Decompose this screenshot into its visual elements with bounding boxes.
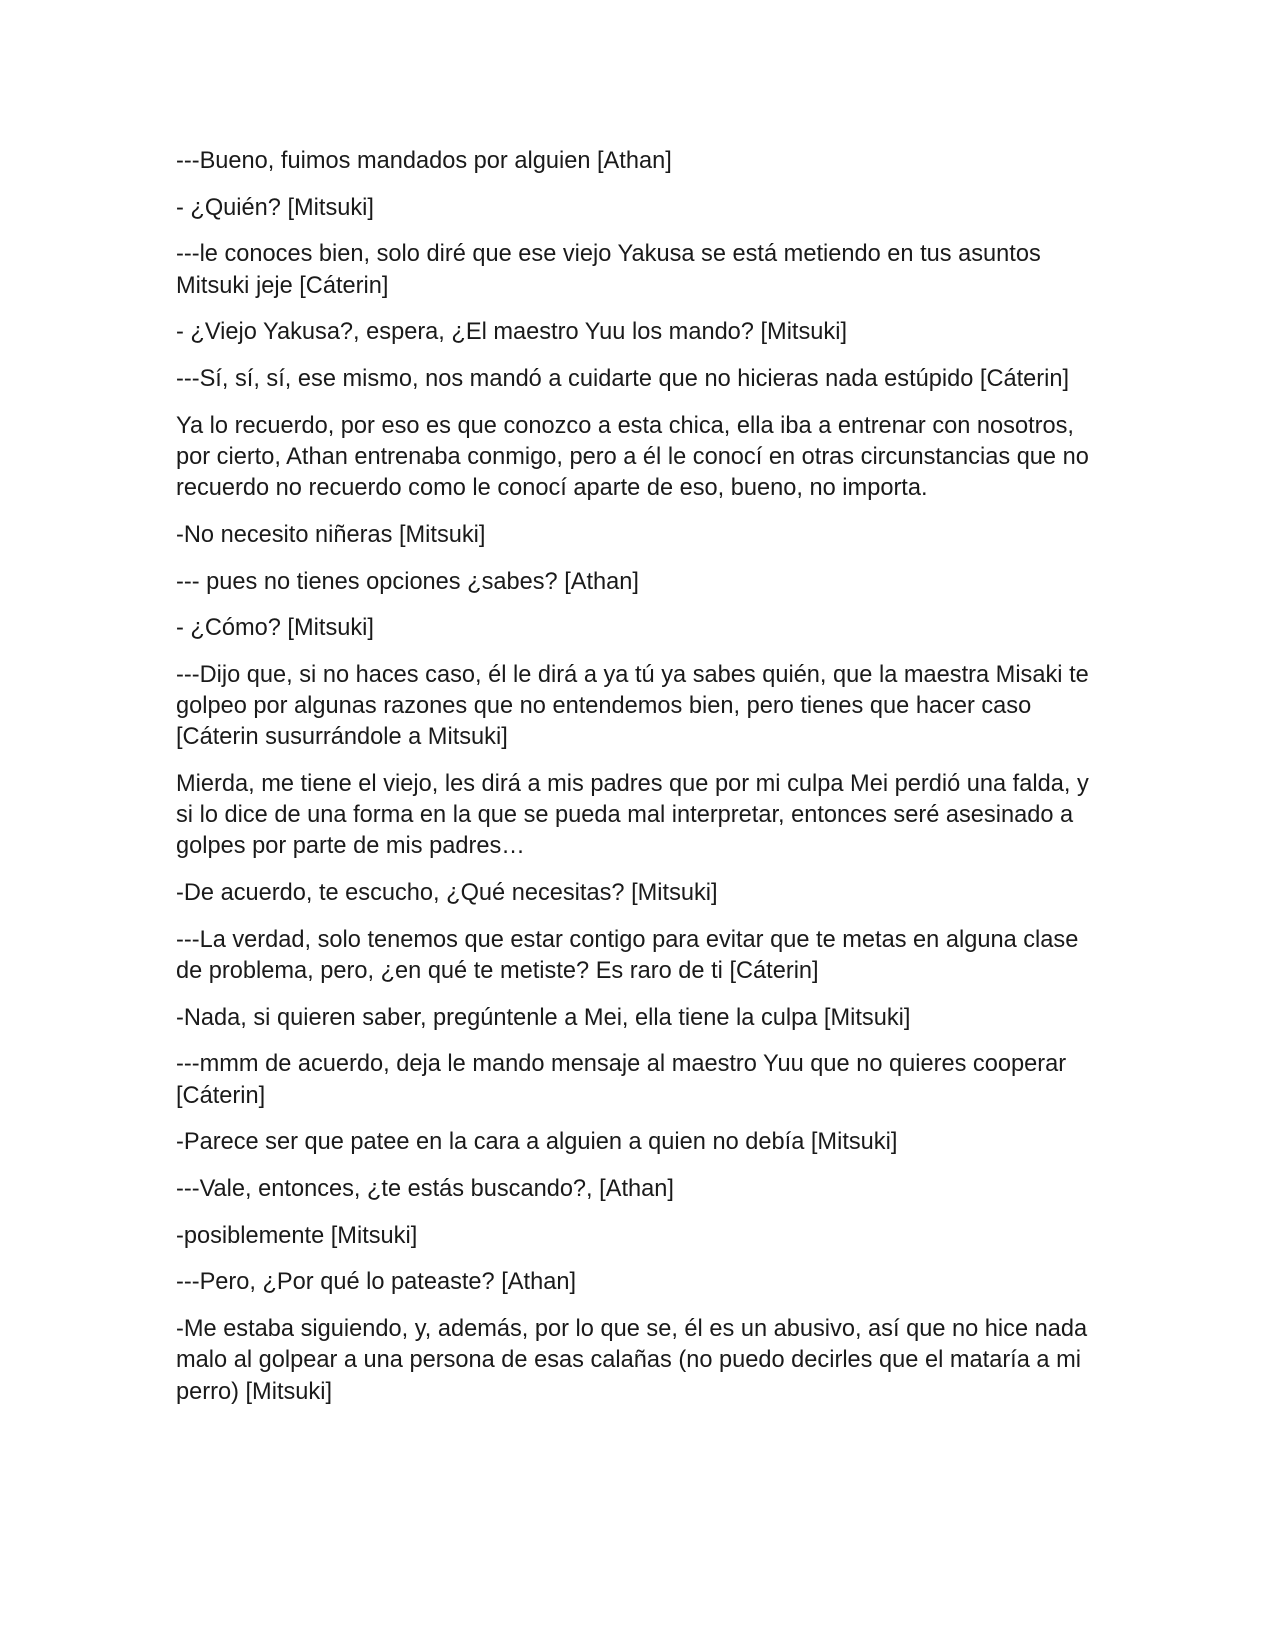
paragraph: - ¿Quién? [Mitsuki] xyxy=(176,194,374,221)
paragraph: -Parece ser que patee en la cara a alguien a quien no debía [Mitsuki] xyxy=(176,1129,898,1156)
paragraph: ---La verdad, solo tenemos que estar contigo para evitar que te metas en alguna clase de problema, pero, ¿en qué te metiste? Es raro de ti [Cáterin] xyxy=(176,926,1079,985)
document-page xyxy=(176,146,1101,1423)
paragraph: - ¿Cómo? [Mitsuki] xyxy=(176,615,374,642)
paragraph: --- pues no tienes opciones ¿sabes? [Athan] xyxy=(176,568,639,595)
paragraph: -posiblemente [Mitsuki] xyxy=(176,1222,418,1249)
paragraph: -No necesito niñeras [Mitsuki] xyxy=(176,521,486,548)
paragraph: ---Sí, sí, sí, ese mismo, nos mandó a cuidarte que no hicieras nada estúpido [Cáterin] xyxy=(176,366,1070,393)
paragraph: -Nada, si quieren saber, pregúntenle a Mei, ella tiene la culpa [Mitsuki] xyxy=(176,1004,911,1031)
paragraph: Mierda, me tiene el viejo, les dirá a mis padres que por mi culpa Mei perdió una falda, y si lo dice de una forma en la que se pueda mal interpretar, entonces seré asesinado a golpes por parte de mis padres… xyxy=(176,771,1089,860)
paragraph: -Me estaba siguiendo, y, además, por lo que se, él es un abusivo, así que no hice nada malo al golpear a una persona de esas calañas (no puedo decirles que el mataría a mi perro) [Mitsuki] xyxy=(176,1316,1088,1405)
paragraph: ---Bueno, fuimos mandados por alguien [Athan] xyxy=(176,148,672,174)
paragraph: ---Pero, ¿Por qué lo pateaste? [Athan] xyxy=(176,1269,576,1296)
paragraph: ---Vale, entonces, ¿te estás buscando?, [Athan] xyxy=(176,1176,674,1203)
paragraph: ---Dijo que, si no haces caso, él le dirá a ya tú ya sabes quién, que la maestra Misaki te golpeo por algunas razones que no entendemos bien, pero tienes que hacer caso [Cáterin susurrándole a Mitsuki] xyxy=(176,661,1089,751)
paragraph: ---le conoces bien, solo diré que ese viejo Yakusa se está metiendo en tus asuntos Mitsuki jeje [Cáterin] xyxy=(176,241,1041,299)
paragraph: ---mmm de acuerdo, deja le mando mensaje al maestro Yuu que no quieres cooperar [Cáterin] xyxy=(176,1051,1067,1109)
paragraph: Ya lo recuerdo, por eso es que conozco a esta chica, ella iba a entrenar con nosotros, por cierto, Athan entrenaba conmigo, pero a él le conocí en otras circunstancias que no recuerdo no recuerdo como le conocí aparte de eso, bueno, no importa. xyxy=(176,412,1089,502)
paragraph: - ¿Viejo Yakusa?, espera, ¿El maestro Yuu los mando? [Mitsuki] xyxy=(176,319,848,346)
paragraph: -De acuerdo, te escucho, ¿Qué necesitas? [Mitsuki] xyxy=(176,880,718,907)
